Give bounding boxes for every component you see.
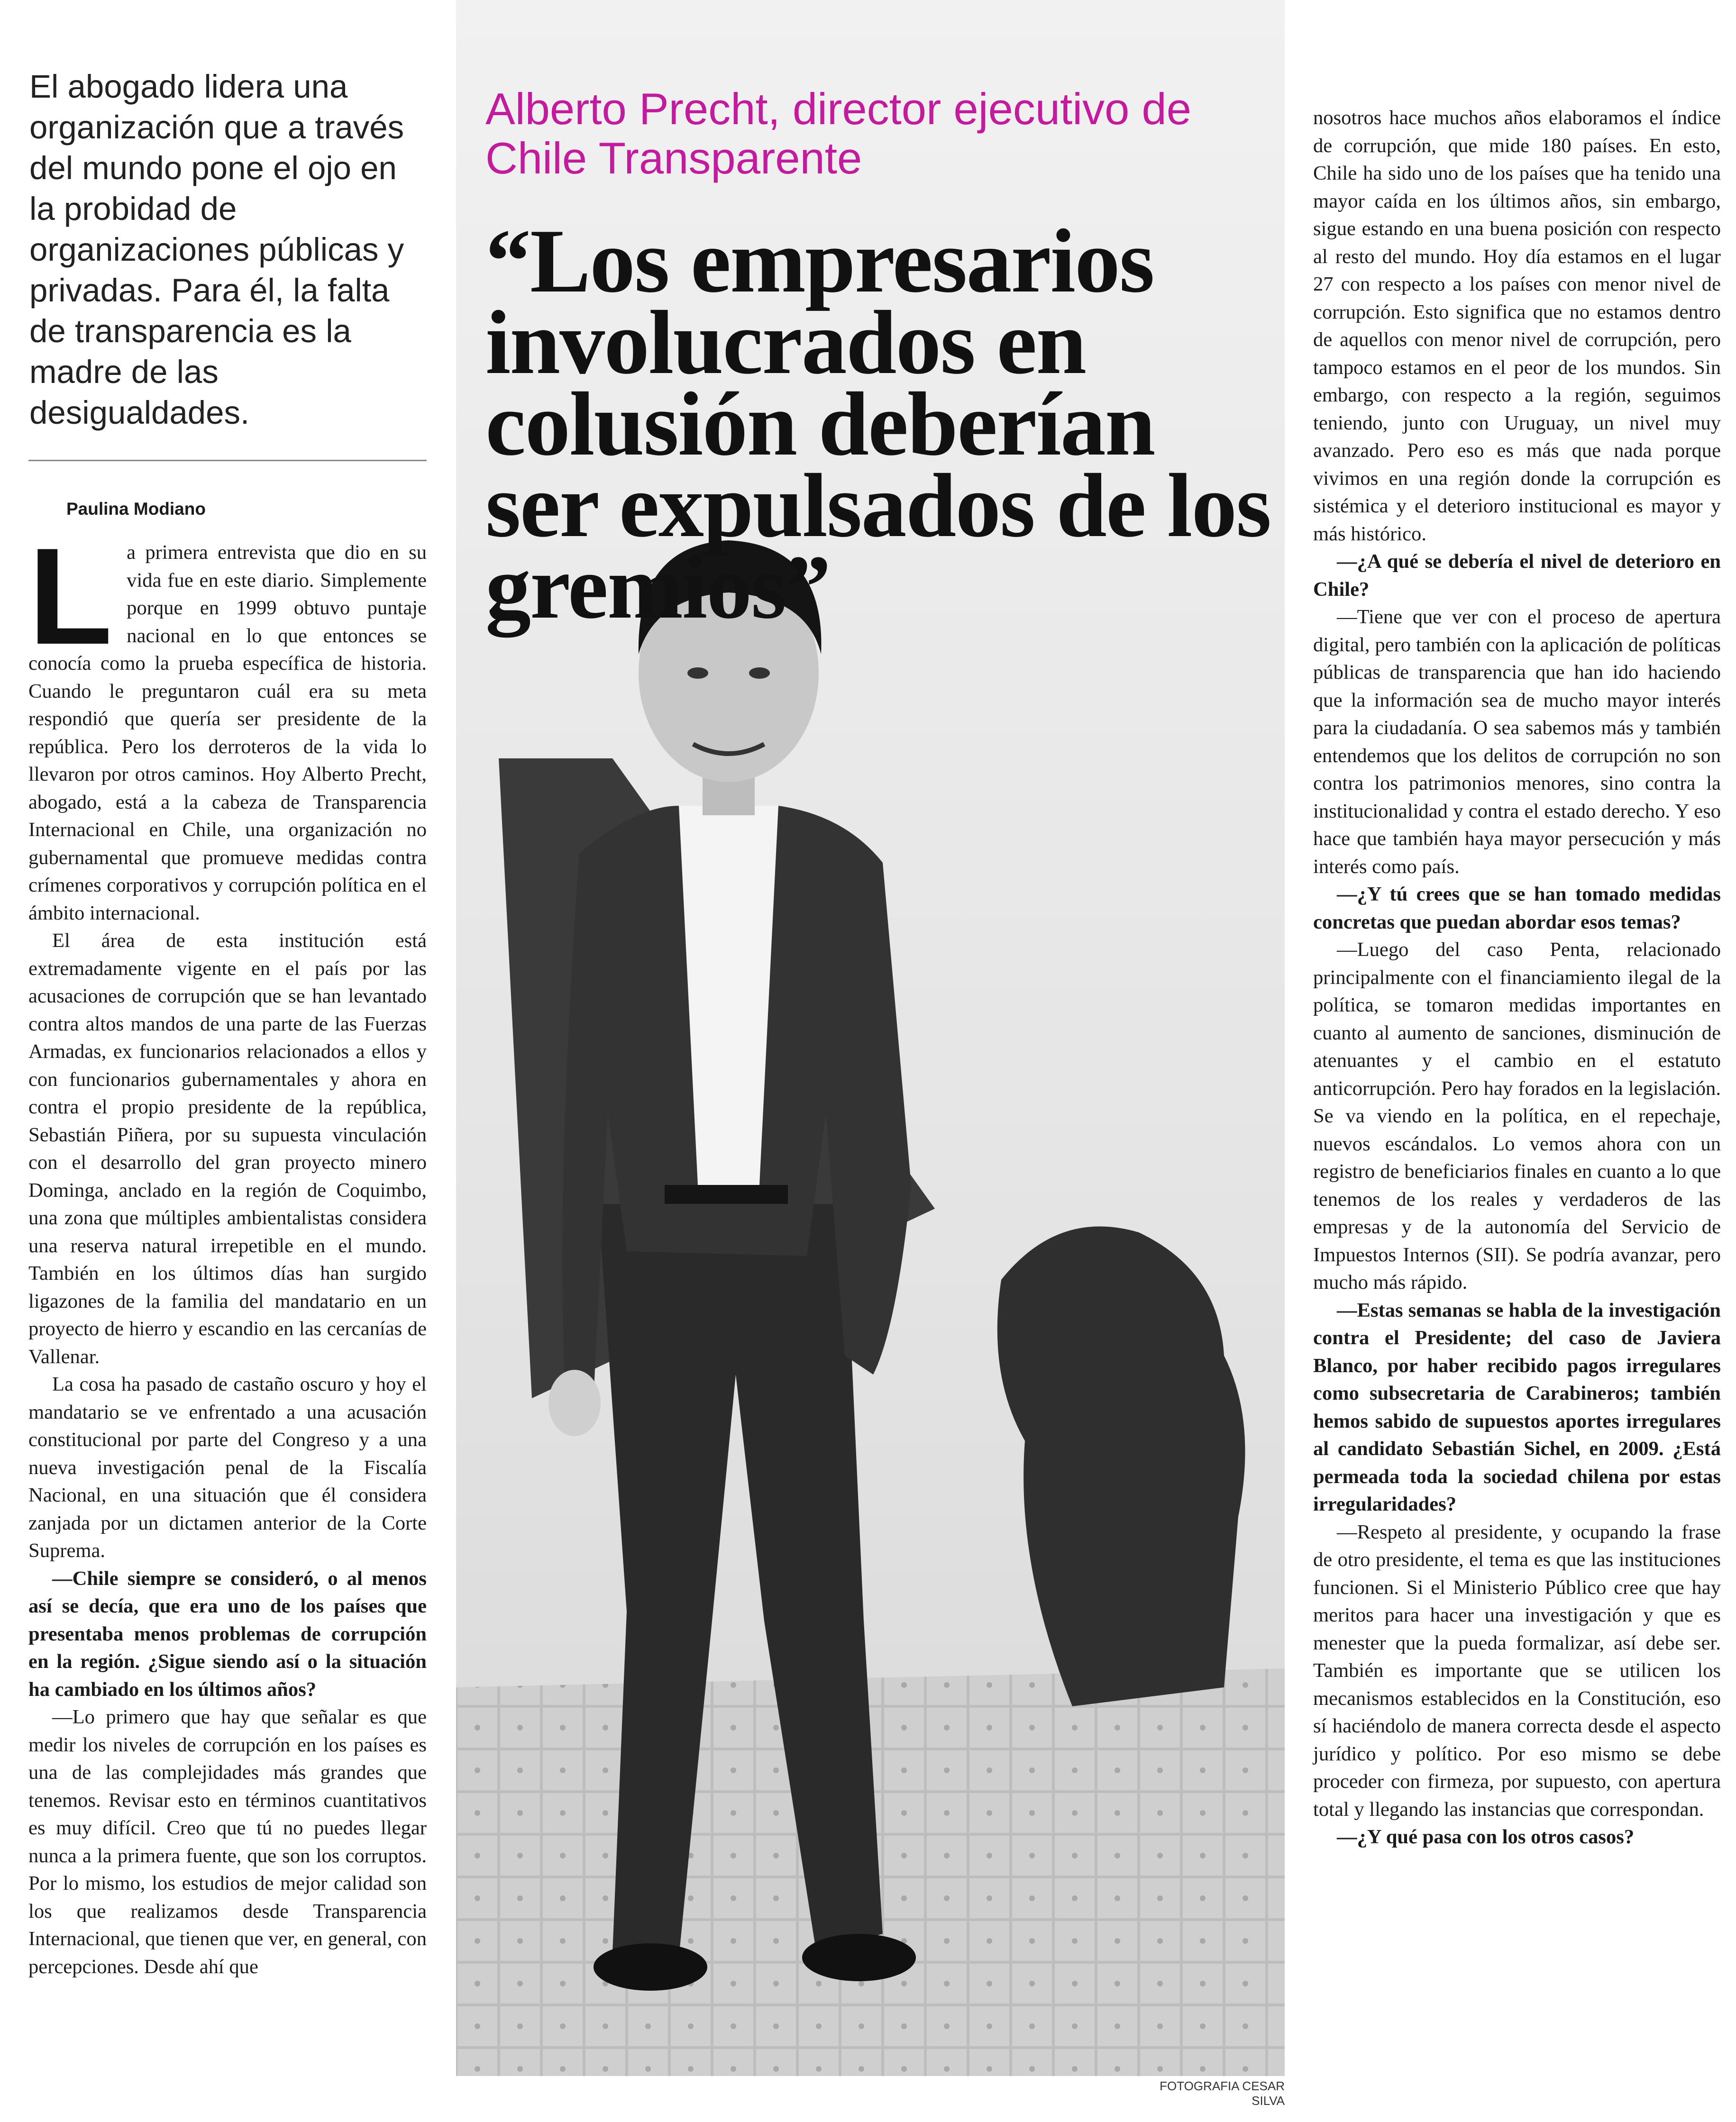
left-body-text (28, 519, 427, 1981)
right-body-text (1313, 104, 1721, 1851)
body-paragraph: La cosa ha pasado de castaño oscuro y hoy el mandatario se ve enfrentado a una acusación constitucional por parte del Congreso y a una nueva investigación penal de la Fiscalía Nacional, en una situación que él considera zanjada por un dictamen anterior de la Corte Suprema. (28, 1373, 427, 1562)
interview-question: —¿Y qué pasa con los otros casos? (1337, 1826, 1635, 1848)
photo-credit: FOTOGRAFIA CESAR SILVA (1160, 2079, 1285, 2108)
body-paragraph: —Luego del caso Penta, relacionado principalmente con el financiamiento ilegal de la política, se tomaron medidas importantes en cuanto al aumento de sanciones, disminución de atenuantes y el cambio en el estatuto anticorrupción. Pero hay forados en la legislación. Se va viendo en la política, en el repechaje, nuevos escándalos. Lo vemos ahora con un registro de beneficiarios finales en cuanto a lo que tenemos de los reales y verdaderos de las empresas y de la autonomía del Servicio de Impuestos Internos (SII). Se podría avanzar, pero mucho más rápido. (1313, 938, 1721, 1293)
article-kicker: Alberto Precht, director ejecutivo de Chile Transparente (485, 84, 1192, 183)
interview-question: —¿Y tú crees que se han tomado medidas concretas que puedan abordar esos temas? (1313, 883, 1721, 933)
body-paragraph: —Respeto al presidente, y ocupando la frase de otro presidente, el tema es que las instituciones funcionen. Si el Ministerio Público cree que hay meritos para hacer una investigación y que es menester que la pueda formalizar, así debe ser. También es importante que se utilicen los mecanismos establecidos en la Constitución, eso sí haciéndolo de manera correcta desde el aspecto jurídico y político. Por eso mismo se debe proceder con firmeza, por supuesto, con apertura total y llegando las instancias que correspondan. (1313, 1521, 1721, 1821)
body-paragraph: a primera entrevista que dio en su vida fue en este diario. Simplemente porque en 1999 obtuvo puntaje nacional en lo que entonces se conocía como la prueba específica de historia. Cuando le preguntaron cuál era su meta respondió que quería ser presidente de la república. Pero los derroteros de la vida lo llevaron por otros caminos. Hoy Alberto Precht, abogado, está a la cabeza de Transparencia Internacional en Chile, una organización no gubernamental que promueve medidas contra crímenes corporativos y corrupción política en el ámbito internacional. (28, 541, 427, 924)
author-byline: Paulina Modiano (66, 499, 206, 519)
body-paragraph: —Lo primero que hay que señalar es que medir los niveles de corrupción en los países es una de las complejidades más grandes que tenemos. Revisar esto en términos cuantitativos es muy difícil. Creo que tú no puedes llegar nunca a la primera fuente, que son los corruptos. Por lo mismo, los estudios de mejor calidad son los que realizamos desde Transparencia Internacional, que tienen que ver, en general, con percepciones. Desde ahí que (28, 1706, 427, 1978)
left-column (28, 66, 427, 2119)
interview-question: —Chile siempre se consideró, o al menos así se decía, que era uno de los países que presentaba menos problemas de corrupción en la región. ¿Sigue siendo así o la situación ha cambiado en los últimos años? (28, 1567, 427, 1701)
interview-question: —Estas semanas se habla de la investigación contra el Presidente; del caso de Javiera Blanco, por haber recibido pagos irregulares como subsecretaria de Carabineros; también hemos sabido de supuestos aportes irregulares al candidato Sebastián Sichel, en 2009. ¿Está permeada toda la sociedad chilena por estas irregularidades? (1313, 1299, 1721, 1515)
lead-divider (28, 460, 427, 461)
lead-summary: El abogado lidera una organización que a través del mundo pone el ojo en la probidad de organizaciones públicas y privadas. Para él, la falta de transparencia es la madre de las desigualdades. (29, 68, 404, 431)
body-paragraph: —Tiene que ver con el proceso de apertura digital, pero también con la aplicación de políticas públicas de transparencia que han ido haciendo que la información sea de mucho mayor interés para la ciudadanía. O sea sabemos más y también entendemos que los delitos de corrupción no son contra los patrimonios menores, sino contra la institucionalidad y contra el estado derecho. Y eso hace que también haya mayor persecución y más interés como país. (1313, 606, 1721, 878)
article-headline: “Los empresarios involucrados en colusión deberían ser expulsados de los gremios” (485, 210, 1271, 638)
drop-cap: L (28, 519, 113, 673)
interview-question: —¿A qué se debería el nivel de deterioro en Chile? (1313, 550, 1721, 601)
photo-column (456, 0, 1285, 2076)
right-column (1313, 104, 1721, 2119)
body-paragraph: nosotros hace muchos años elaboramos el índice de corrupción, que mide 180 países. En esto, Chile ha sido uno de los países que ha tenido una mayor caída en los últimos años, sin embargo, sigue estando en una buena posición con respecto al resto del mundo. Hoy día estamos en el lugar 27 con respecto a los países con menor nivel de corrupción. Esto significa que no estamos dentro de aquellos con menor nivel de corrupción, pero tampoco estamos en el peor de los mundos. Sin embargo, con respecto a la región, seguimos teniendo, junto con Uruguay, un nivel muy avanzado. Pero eso es más que nada porque vivimos en una región donde la corrupción es sistémica y el deterioro institucional es mayor y más histórico. (1313, 107, 1721, 545)
body-paragraph: El área de esta institución está extremadamente vigente en el país por las acusaciones de corrupción que se han levantado contra altos mandos de una parte de las Fuerzas Armadas, ex funcionarios relacionados a ellos y con funcionarios gubernamentales y ahora en contra el propio presidente de la república, Sebastián Piñera, por su supuesta vinculación con el desarrollo del gran proyecto minero Dominga, anclado en la región de Coquimbo, una zona que múltiples ambientalistas considera una reserva natural irrepetible en el mundo. También en los últimos días han surgido ligazones de la familia del mandatario en un proyecto de hierro y escandio en las cercanías de Vallenar. (28, 929, 427, 1368)
